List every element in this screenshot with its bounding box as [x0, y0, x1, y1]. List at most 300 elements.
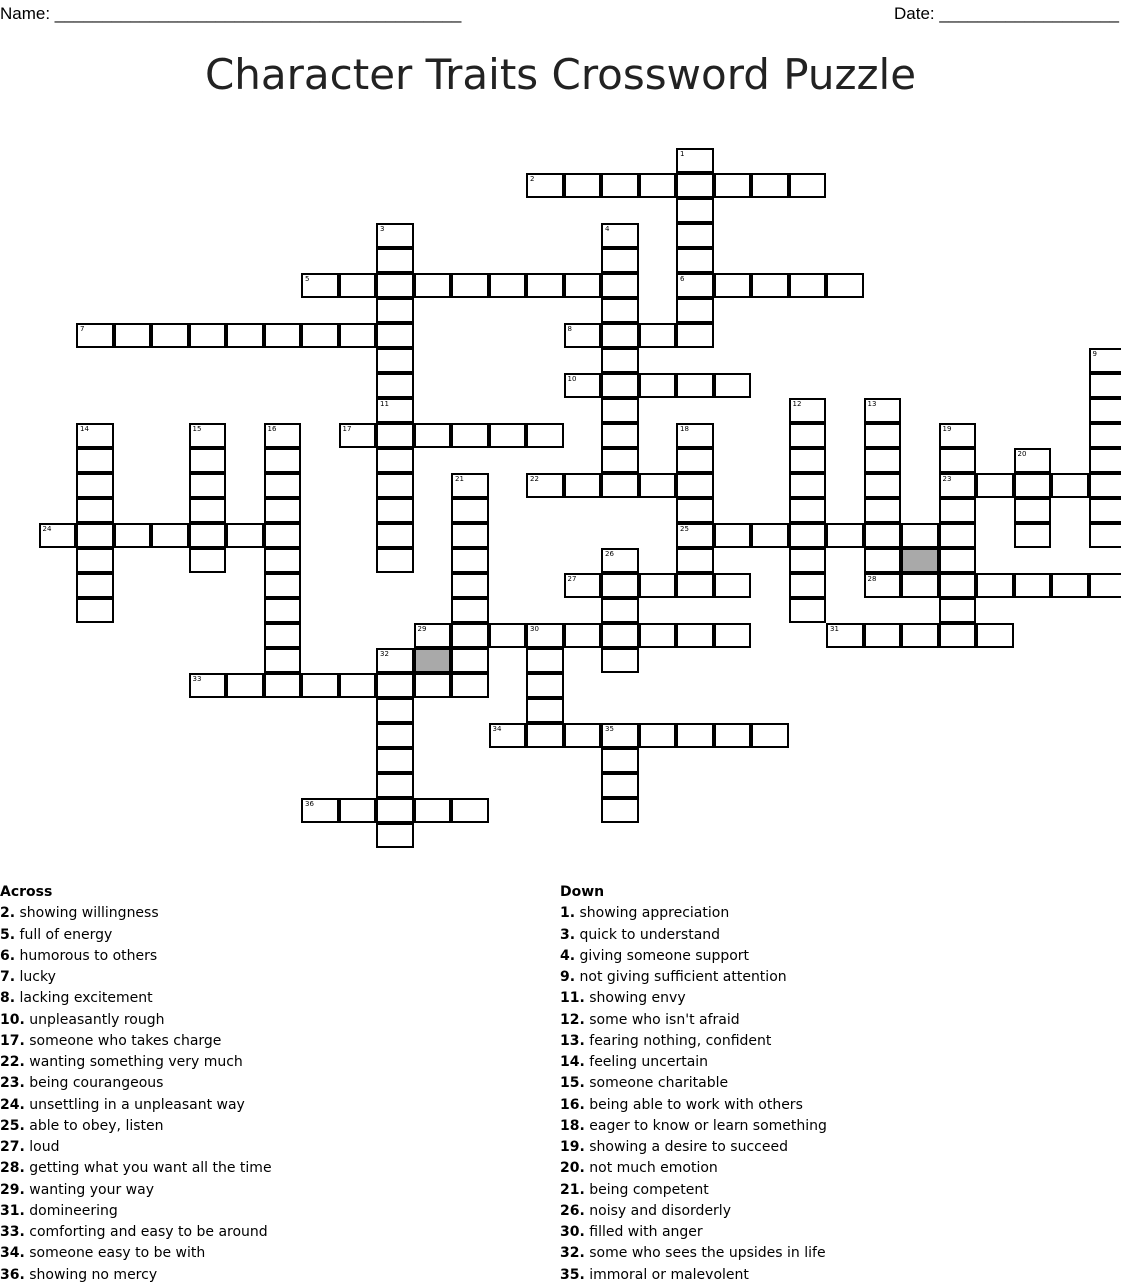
down-clue: [560, 988, 827, 1009]
crossword-cell[interactable]: [151, 323, 189, 348]
crossword-cell[interactable]: [376, 223, 414, 248]
across-heading: Across: [0, 884, 53, 900]
crossword-cell[interactable]: [564, 573, 602, 598]
crossword-cell[interactable]: [526, 273, 564, 298]
crossword-cell[interactable]: [376, 648, 414, 673]
crossword-cell[interactable]: [939, 598, 977, 623]
crossword-cell[interactable]: [676, 298, 714, 323]
crossword-cell[interactable]: [901, 573, 939, 598]
crossword-cell[interactable]: [376, 298, 414, 323]
crossword-cell[interactable]: [976, 473, 1014, 498]
crossword-cell[interactable]: [1051, 473, 1089, 498]
clue-number: 6.: [0, 947, 16, 964]
crossword-cell[interactable]: [676, 548, 714, 573]
clue-number: 9: [1092, 349, 1097, 358]
crossword-cell[interactable]: [151, 523, 189, 548]
crossword-cell[interactable]: [226, 323, 264, 348]
crossword-cell[interactable]: [339, 323, 377, 348]
crossword-cell[interactable]: [864, 498, 902, 523]
crossword-cell[interactable]: [526, 473, 564, 498]
crossword-cell[interactable]: [376, 398, 414, 423]
crossword-cell[interactable]: [451, 573, 489, 598]
crossword-cell[interactable]: [751, 723, 789, 748]
crossword-cell[interactable]: [601, 273, 639, 298]
crossword-cell[interactable]: [751, 173, 789, 198]
crossword-cell[interactable]: [526, 648, 564, 673]
crossword-cell[interactable]: [901, 623, 939, 648]
clue-number: 17: [342, 424, 352, 433]
crossword-cell[interactable]: [414, 623, 452, 648]
crossword-cell[interactable]: [451, 648, 489, 673]
crossword-cell[interactable]: [376, 773, 414, 798]
crossword-cell[interactable]: [526, 173, 564, 198]
crossword-cell[interactable]: [939, 523, 977, 548]
crossword-cell[interactable]: [676, 173, 714, 198]
crossword-cell[interactable]: [264, 623, 302, 648]
crossword-cell[interactable]: [76, 473, 114, 498]
crossword-cell[interactable]: [676, 223, 714, 248]
crossword-cell[interactable]: [264, 598, 302, 623]
crossword-cell[interactable]: [601, 773, 639, 798]
crossword-cell[interactable]: [264, 323, 302, 348]
crossword-cell[interactable]: [489, 423, 527, 448]
crossword-cell[interactable]: [264, 673, 302, 698]
crossword-cell[interactable]: [414, 673, 452, 698]
clue-text: showing envy: [584, 990, 686, 1007]
clue-number: 3.: [560, 926, 576, 943]
crossword-cell[interactable]: [339, 273, 377, 298]
clue-text: quick to understand: [575, 926, 721, 943]
crossword-cell[interactable]: [676, 573, 714, 598]
crossword-cell[interactable]: [976, 573, 1014, 598]
crossword-cell[interactable]: [601, 473, 639, 498]
crossword-cell[interactable]: [301, 798, 339, 823]
clue-text: lacking excitement: [15, 990, 153, 1007]
clue-number: 12.: [560, 1011, 585, 1028]
name-field-label: Name: ___________________________________________: [0, 4, 462, 23]
crossword-blocked-cell: [901, 548, 939, 573]
down-clue: [560, 1010, 827, 1031]
crossword-cell[interactable]: [864, 573, 902, 598]
crossword-cell[interactable]: [789, 448, 827, 473]
clue-number: 14.: [560, 1054, 585, 1070]
crossword-cell[interactable]: [189, 448, 227, 473]
crossword-cell[interactable]: [376, 448, 414, 473]
clue-text: full of energy: [15, 926, 113, 943]
crossword-cell[interactable]: [489, 273, 527, 298]
crossword-cell[interactable]: [676, 148, 714, 173]
crossword-cell[interactable]: [76, 423, 114, 448]
crossword-cell[interactable]: [639, 573, 677, 598]
crossword-cell[interactable]: [601, 548, 639, 573]
crossword-cell[interactable]: [414, 798, 452, 823]
crossword-cell[interactable]: [376, 673, 414, 698]
clue-number: 14: [80, 424, 89, 433]
crossword-cell[interactable]: [789, 398, 827, 423]
crossword-cell[interactable]: [601, 323, 639, 348]
crossword-cell[interactable]: [714, 573, 752, 598]
crossword-cell[interactable]: [526, 673, 564, 698]
crossword-cell[interactable]: [826, 273, 864, 298]
crossword-cell[interactable]: [1014, 523, 1052, 548]
crossword-cell[interactable]: [76, 573, 114, 598]
clue-number: 25.: [0, 1117, 25, 1134]
clue-number: 3: [380, 224, 385, 233]
crossword-cell[interactable]: [189, 473, 227, 498]
crossword-cell[interactable]: [226, 523, 264, 548]
down-clue: [560, 1265, 827, 1286]
crossword-cell[interactable]: [601, 723, 639, 748]
crossword-cell[interactable]: [789, 273, 827, 298]
crossword-cell[interactable]: [901, 523, 939, 548]
crossword-cell[interactable]: [601, 748, 639, 773]
crossword-cell[interactable]: [714, 523, 752, 548]
crossword-cell[interactable]: [714, 273, 752, 298]
clue-text: lucky: [15, 969, 56, 985]
crossword-cell[interactable]: [76, 523, 114, 548]
crossword-cell[interactable]: [264, 498, 302, 523]
crossword-cell[interactable]: [676, 523, 714, 548]
crossword-cell[interactable]: [376, 273, 414, 298]
crossword-cell[interactable]: [676, 498, 714, 523]
crossword-cell[interactable]: [226, 673, 264, 698]
clue-number: 12: [792, 399, 802, 408]
clue-text: fearing nothing, confident: [584, 1032, 772, 1049]
crossword-cell[interactable]: [376, 348, 414, 373]
crossword-cell[interactable]: [939, 498, 977, 523]
crossword-cell[interactable]: [601, 373, 639, 398]
crossword-cell[interactable]: [601, 573, 639, 598]
crossword-cell[interactable]: [414, 273, 452, 298]
down-clue: [560, 1031, 827, 1052]
crossword-cell[interactable]: [376, 373, 414, 398]
crossword-cell[interactable]: [114, 523, 152, 548]
crossword-cell[interactable]: [789, 573, 827, 598]
crossword-cell[interactable]: [601, 798, 639, 823]
clue-text: getting what you want all the time: [24, 1160, 272, 1177]
crossword-cell[interactable]: [564, 623, 602, 648]
clue-number: 15: [192, 424, 202, 433]
crossword-cell[interactable]: [189, 523, 227, 548]
crossword-cell[interactable]: [601, 173, 639, 198]
crossword-cell[interactable]: [564, 173, 602, 198]
across-clue: [0, 967, 272, 988]
crossword-cell[interactable]: [189, 498, 227, 523]
crossword-cell[interactable]: [451, 473, 489, 498]
across-clue: [0, 1201, 272, 1222]
down-clue: [560, 967, 827, 988]
clue-number: 16.: [560, 1096, 585, 1113]
crossword-cell[interactable]: [301, 673, 339, 698]
crossword-cell[interactable]: [339, 798, 377, 823]
crossword-cell[interactable]: [376, 748, 414, 773]
crossword-cell[interactable]: [376, 823, 414, 848]
crossword-cell[interactable]: [264, 423, 302, 448]
crossword-cell[interactable]: [189, 323, 227, 348]
crossword-cell[interactable]: [1089, 523, 1121, 548]
clue-text: someone easy to be with: [24, 1245, 206, 1262]
crossword-cell[interactable]: [451, 673, 489, 698]
crossword-cell[interactable]: [676, 473, 714, 498]
clue-text: noisy and disorderly: [584, 1202, 731, 1219]
crossword-cell[interactable]: [714, 723, 752, 748]
crossword-cell[interactable]: [789, 548, 827, 573]
across-clue: [0, 1073, 272, 1094]
crossword-cell[interactable]: [451, 523, 489, 548]
crossword-cell[interactable]: [564, 723, 602, 748]
crossword-cell[interactable]: [676, 448, 714, 473]
crossword-cell[interactable]: [676, 248, 714, 273]
crossword-cell[interactable]: [789, 473, 827, 498]
across-clues: [0, 882, 272, 1286]
clue-number: 34: [492, 724, 502, 733]
crossword-cell[interactable]: [339, 423, 377, 448]
crossword-cell[interactable]: [676, 423, 714, 448]
clue-number: 33.: [0, 1224, 25, 1240]
crossword-cell[interactable]: [451, 623, 489, 648]
crossword-cell[interactable]: [451, 598, 489, 623]
clue-number: 33: [192, 674, 202, 683]
crossword-cell[interactable]: [864, 473, 902, 498]
crossword-cell[interactable]: [526, 623, 564, 648]
clue-number: 21: [455, 474, 464, 483]
crossword-cell[interactable]: [1014, 498, 1052, 523]
crossword-cell[interactable]: [264, 573, 302, 598]
clue-text: not giving sufficient attention: [575, 969, 787, 985]
clue-number: 10.: [0, 1011, 25, 1028]
crossword-cell[interactable]: [376, 723, 414, 748]
crossword-cell[interactable]: [301, 273, 339, 298]
clue-number: 30: [530, 624, 539, 633]
crossword-cell[interactable]: [751, 523, 789, 548]
crossword-cell[interactable]: [114, 323, 152, 348]
crossword-cell[interactable]: [676, 323, 714, 348]
clue-text: loud: [24, 1139, 60, 1155]
crossword-cell[interactable]: [939, 548, 977, 573]
clue-number: 34.: [0, 1245, 25, 1262]
crossword-cell[interactable]: [489, 623, 527, 648]
crossword-cell[interactable]: [939, 623, 977, 648]
crossword-cell[interactable]: [864, 423, 902, 448]
crossword-cell[interactable]: [339, 673, 377, 698]
crossword-cell[interactable]: [1014, 573, 1052, 598]
crossword-cell[interactable]: [601, 348, 639, 373]
clue-number: 21.: [560, 1181, 585, 1198]
crossword-cell[interactable]: [414, 423, 452, 448]
clue-number: 17.: [0, 1032, 25, 1049]
clue-text: someone charitable: [584, 1075, 729, 1092]
crossword-cell[interactable]: [826, 623, 864, 648]
crossword-cell[interactable]: [1089, 498, 1121, 523]
clue-number: 20: [1017, 449, 1027, 458]
clue-number: 31: [830, 624, 839, 633]
clue-number: 23.: [0, 1075, 25, 1092]
down-clue: [560, 946, 827, 967]
crossword-cell[interactable]: [601, 598, 639, 623]
crossword-cell[interactable]: [264, 473, 302, 498]
clue-number: 15.: [560, 1075, 585, 1092]
crossword-cell[interactable]: [789, 423, 827, 448]
crossword-cell[interactable]: [564, 373, 602, 398]
crossword-cell[interactable]: [451, 498, 489, 523]
crossword-cell[interactable]: [376, 473, 414, 498]
across-clue-list: [0, 903, 272, 1286]
crossword-cell[interactable]: [451, 423, 489, 448]
crossword-cell[interactable]: [789, 523, 827, 548]
crossword-cell[interactable]: [376, 548, 414, 573]
crossword-cell[interactable]: [76, 598, 114, 623]
clue-text: being able to work with others: [584, 1096, 803, 1113]
crossword-cell[interactable]: [601, 398, 639, 423]
crossword-cell[interactable]: [601, 423, 639, 448]
crossword-cell[interactable]: [1089, 573, 1121, 598]
crossword-cell[interactable]: [939, 473, 977, 498]
crossword-cell[interactable]: [714, 373, 752, 398]
clue-number: 23: [942, 474, 952, 483]
crossword-cell[interactable]: [376, 248, 414, 273]
crossword-cell[interactable]: [864, 448, 902, 473]
clue-text: showing willingness: [15, 905, 159, 922]
crossword-cell[interactable]: [676, 623, 714, 648]
crossword-cell[interactable]: [526, 723, 564, 748]
crossword-cell[interactable]: [76, 323, 114, 348]
crossword-cell[interactable]: [639, 623, 677, 648]
crossword-cell[interactable]: [714, 173, 752, 198]
crossword-cell[interactable]: [939, 423, 977, 448]
crossword-cell[interactable]: [376, 523, 414, 548]
down-clue: [560, 1095, 827, 1116]
crossword-cell[interactable]: [939, 573, 977, 598]
across-clue: [0, 1243, 272, 1264]
across-clue: [0, 1222, 272, 1243]
clue-text: unsettling in a unpleasant way: [24, 1096, 245, 1113]
down-clue: [560, 1073, 827, 1094]
clue-text: someone who takes charge: [24, 1032, 222, 1049]
crossword-cell[interactable]: [939, 448, 977, 473]
crossword-cell[interactable]: [601, 623, 639, 648]
across-clue: [0, 946, 272, 967]
page-title: Character Traits Crossword Puzzle: [204, 50, 917, 99]
crossword-cell[interactable]: [1051, 573, 1089, 598]
crossword-cell[interactable]: [451, 798, 489, 823]
down-clue: [560, 1137, 827, 1158]
crossword-cell[interactable]: [676, 723, 714, 748]
crossword-cell[interactable]: [451, 548, 489, 573]
crossword-cell[interactable]: [376, 698, 414, 723]
crossword-cell[interactable]: [1014, 448, 1052, 473]
crossword-cell[interactable]: [826, 523, 864, 548]
crossword-cell[interactable]: [76, 548, 114, 573]
crossword-cell[interactable]: [714, 623, 752, 648]
crossword-cell[interactable]: [639, 373, 677, 398]
crossword-cell[interactable]: [264, 448, 302, 473]
crossword-cell[interactable]: [189, 673, 227, 698]
crossword-cell[interactable]: [1089, 373, 1121, 398]
crossword-cell[interactable]: [1014, 473, 1052, 498]
clue-text: eager to know or learn something: [584, 1117, 827, 1134]
crossword-cell[interactable]: [1089, 348, 1121, 373]
crossword-cell[interactable]: [564, 273, 602, 298]
crossword-cell[interactable]: [601, 448, 639, 473]
crossword-cell[interactable]: [864, 623, 902, 648]
crossword-cell[interactable]: [1089, 398, 1121, 423]
crossword-cell[interactable]: [526, 423, 564, 448]
crossword-cell[interactable]: [1089, 423, 1121, 448]
crossword-cell[interactable]: [301, 323, 339, 348]
date-field-label: Date: ___________________: [894, 4, 1119, 23]
crossword-cell[interactable]: [639, 173, 677, 198]
crossword-cell[interactable]: [601, 298, 639, 323]
crossword-cell[interactable]: [601, 223, 639, 248]
crossword-cell[interactable]: [264, 523, 302, 548]
crossword-cell[interactable]: [676, 273, 714, 298]
crossword-cell[interactable]: [639, 723, 677, 748]
clue-number: 32: [380, 649, 389, 658]
crossword-cell[interactable]: [639, 473, 677, 498]
crossword-cell[interactable]: [864, 398, 902, 423]
crossword-cell[interactable]: [751, 273, 789, 298]
crossword-cell[interactable]: [564, 473, 602, 498]
clue-text: wanting your way: [24, 1181, 154, 1198]
clue-text: showing a desire to succeed: [584, 1139, 788, 1155]
across-clue: [0, 1158, 272, 1179]
crossword-cell[interactable]: [676, 373, 714, 398]
crossword-cell[interactable]: [639, 323, 677, 348]
crossword-cell[interactable]: [601, 248, 639, 273]
clue-number: 11: [380, 399, 389, 408]
crossword-cell[interactable]: [376, 798, 414, 823]
clue-number: 9.: [560, 969, 576, 985]
crossword-cell[interactable]: [76, 448, 114, 473]
crossword-cell[interactable]: [864, 523, 902, 548]
crossword-cell[interactable]: [601, 648, 639, 673]
crossword-cell[interactable]: [1089, 473, 1121, 498]
crossword-blocked-cell: [414, 648, 452, 673]
crossword-cell[interactable]: [489, 723, 527, 748]
clue-number: 31.: [0, 1202, 25, 1219]
crossword-cell[interactable]: [789, 173, 827, 198]
clue-number: 16: [267, 424, 277, 433]
clue-number: 26.: [560, 1202, 585, 1219]
crossword-cell[interactable]: [789, 498, 827, 523]
crossword-cell[interactable]: [264, 648, 302, 673]
crossword-cell[interactable]: [676, 198, 714, 223]
crossword-cell[interactable]: [76, 498, 114, 523]
crossword-cell[interactable]: [189, 423, 227, 448]
crossword-cell[interactable]: [789, 598, 827, 623]
crossword-cell[interactable]: [864, 548, 902, 573]
crossword-cell[interactable]: [376, 423, 414, 448]
clue-text: feeling uncertain: [584, 1054, 709, 1070]
crossword-cell[interactable]: [564, 323, 602, 348]
crossword-cell[interactable]: [1089, 448, 1121, 473]
crossword-cell[interactable]: [189, 548, 227, 573]
clue-number: 36.: [0, 1266, 25, 1283]
clue-number: 1: [680, 149, 685, 158]
crossword-cell[interactable]: [376, 498, 414, 523]
clue-number: 7.: [0, 969, 16, 985]
crossword-cell[interactable]: [39, 523, 77, 548]
crossword-cell[interactable]: [376, 323, 414, 348]
crossword-cell[interactable]: [264, 548, 302, 573]
crossword-cell[interactable]: [976, 623, 1014, 648]
clue-number: 35: [605, 724, 614, 733]
crossword-cell[interactable]: [526, 698, 564, 723]
clue-number: 7: [80, 324, 85, 333]
clue-text: wanting something very much: [24, 1054, 243, 1070]
clue-number: 30.: [560, 1224, 585, 1240]
crossword-cell[interactable]: [451, 273, 489, 298]
